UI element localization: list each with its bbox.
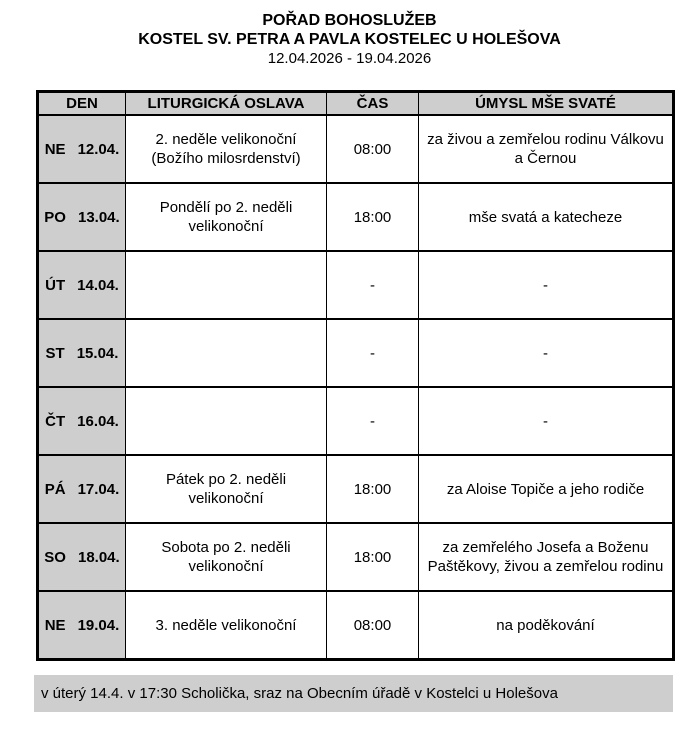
footer-note	[34, 675, 673, 712]
intention-cell: -	[419, 387, 674, 455]
day-date: 14.04.	[77, 276, 119, 294]
day-abbreviation: PÁ	[44, 480, 66, 498]
day-date: 19.04.	[77, 616, 120, 634]
church-name: KOSTEL SV. PETRA A PAVLA KOSTELEC U HOLEŠOVA	[138, 31, 561, 48]
time-cell: 08:00	[327, 115, 419, 183]
column-header-cas: ČAS	[327, 92, 419, 116]
liturgy-cell	[126, 251, 327, 319]
intention-cell: mše svatá a katecheze	[419, 183, 674, 251]
table-row	[38, 387, 674, 455]
day-cell	[38, 115, 126, 183]
intention-cell: -	[419, 319, 674, 387]
intention-cell: za živou a zemřelou rodinu Válkovu a Černou	[419, 115, 674, 183]
date-range: 12.04.2026 - 19.04.2026	[267, 50, 432, 67]
table-row	[38, 251, 674, 319]
day-abbreviation: ÚT	[45, 276, 66, 294]
day-abbreviation: PO	[44, 208, 66, 226]
day-cell	[38, 523, 126, 591]
day-abbreviation: NE	[44, 616, 66, 634]
day-date: 18.04.	[77, 548, 120, 566]
day-abbreviation: ČT	[45, 412, 66, 430]
time-cell: -	[327, 387, 419, 455]
day-cell	[38, 591, 126, 660]
day-date: 12.04.	[77, 140, 120, 158]
table-row	[38, 523, 674, 591]
intention-cell: na poděkování	[419, 591, 674, 660]
schedule-table-header	[38, 92, 674, 116]
intention-cell: za zemřelého Josefa a Boženu Paštěkovy, živou a zemřelou rodinu	[419, 523, 674, 591]
day-date: 17.04.	[77, 480, 120, 498]
column-header-liturgicka-oslava: LITURGICKÁ OSLAVA	[126, 92, 327, 116]
header-row	[38, 92, 674, 116]
schedule-table	[36, 90, 675, 661]
day-abbreviation: NE	[44, 140, 66, 158]
intention-cell: za Aloise Topiče a jeho rodiče	[419, 455, 674, 523]
day-date: 16.04.	[77, 412, 119, 430]
intention-cell: -	[419, 251, 674, 319]
table-row	[38, 319, 674, 387]
time-cell: 08:00	[327, 591, 419, 660]
liturgy-cell: Sobota po 2. neděli velikonoční	[126, 523, 327, 591]
table-row	[38, 591, 674, 660]
day-cell	[38, 319, 126, 387]
time-cell: 18:00	[327, 183, 419, 251]
liturgy-cell	[126, 387, 327, 455]
table-row	[38, 455, 674, 523]
day-date: 15.04.	[76, 344, 119, 362]
column-header-umysl-mse-svate: ÚMYSL MŠE SVATÉ	[419, 92, 674, 116]
table-row	[38, 183, 674, 251]
time-cell: 18:00	[327, 523, 419, 591]
document-title: POŘAD BOHOSLUŽEB	[262, 12, 437, 29]
day-cell	[38, 387, 126, 455]
day-abbreviation: SO	[44, 548, 66, 566]
time-cell: -	[327, 251, 419, 319]
document-header	[0, 0, 699, 68]
liturgy-cell: 2. neděle velikonoční (Božího milosrdenství)	[126, 115, 327, 183]
day-cell	[38, 455, 126, 523]
day-cell	[38, 251, 126, 319]
footer-note-text: v úterý 14.4. v 17:30 Scholička, sraz na Obecním úřadě v Kostelci u Holešova	[41, 685, 558, 702]
liturgy-cell	[126, 319, 327, 387]
day-abbreviation: ST	[45, 344, 65, 362]
liturgy-cell: 3. neděle velikonoční	[126, 591, 327, 660]
day-cell	[38, 183, 126, 251]
liturgy-cell: Pátek po 2. neděli velikonoční	[126, 455, 327, 523]
column-header-den: DEN	[38, 92, 126, 116]
day-date: 13.04.	[77, 208, 120, 226]
table-row	[38, 115, 674, 183]
time-cell: -	[327, 319, 419, 387]
liturgy-cell: Pondělí po 2. neděli velikonoční	[126, 183, 327, 251]
time-cell: 18:00	[327, 455, 419, 523]
schedule-table-body	[38, 115, 674, 660]
